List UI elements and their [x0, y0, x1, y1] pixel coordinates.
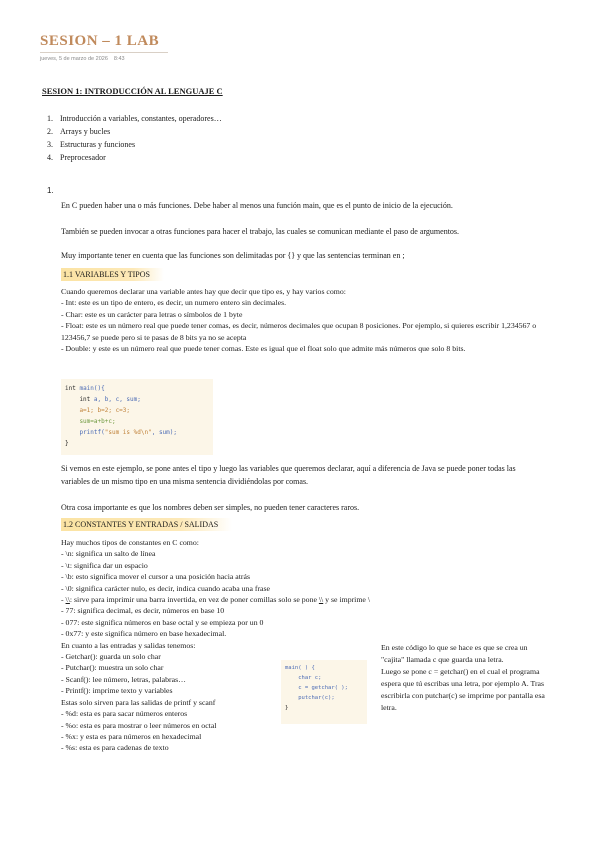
list-item: - \\: sirve para imprimir una barra invertida, en vez de poner comillas solo se pone \\ y se imprime \	[61, 595, 370, 605]
list-item: - Putchar(): muestra un solo char	[61, 663, 164, 673]
list-item: - 077: este significa números en base octal y se empieza por un 0	[61, 617, 264, 627]
date-text: jueves, 5 de marzo de 2026	[40, 56, 108, 62]
list-item: - %s: esta es para cadenas de texto	[61, 743, 169, 753]
section-heading: SESION 1: INTRODUCCIÓN AL LENGUAJE C	[42, 86, 223, 96]
list-item: - Float: este es un número real que puede tener comas, es decir, números decimales que ocupan 8 posiciones. Por ejemplo, si quieres escribir 1,234567 o 123456,7 se puede pero si te pasas de 8 bits ya no se acepta	[61, 321, 537, 342]
paragraph: En este código lo que se hace es que se crea un "cajita" llamada c que guarda una letra.	[381, 643, 528, 664]
page-title: SESION – 1 LAB	[40, 33, 160, 49]
paragraph: También se pueden invocar a otras funciones para hacer el trabajo, las cuales se comunican mediante el paso de argumentos.	[61, 227, 460, 236]
code-block: int main(){ int a, b, c, sum; a=1; b=2; c=3; sum=a+b+c; printf("sum is %d\n", sum); }	[61, 379, 213, 455]
highlighted-heading: 1.1 VARIABLES Y TIPOS	[61, 268, 164, 281]
paragraph: Otra cosa importante es que los nombres deben ser simples, no pueden tener caracteres raros.	[61, 503, 360, 512]
toc-item: 1. Introducción a variables, constantes, operadores…	[47, 114, 222, 123]
toc-item: 3. Estructuras y funciones	[47, 140, 136, 149]
list-item: - \b: esto significa mover el cursor a una posición hacia atrás	[61, 572, 251, 582]
toc-item: 2. Arrays y bucles	[47, 127, 111, 136]
list-item: - %d: esta es para sacar números enteros	[61, 709, 188, 719]
list-item: - Int: este es un tipo de entero, es decir, un numero entero sin decimales.	[61, 298, 287, 308]
list-item: - \t: significa dar un espacio	[61, 560, 148, 570]
toc-item: 4. Preprocesador	[47, 153, 106, 162]
paragraph: Muy importante tener en cuenta que las funciones son delimitadas por {} y que las sentencias terminan en ;	[61, 251, 405, 260]
list-item: - Printf(): imprime texto y variables	[61, 686, 173, 696]
list-item: - %x: y esta es para números en hexadecimal	[61, 731, 202, 741]
list-item: - Scanf(): lee número, letras, palabras…	[61, 674, 186, 684]
list-item: - Char: este es un carácter para letras o símbolos de 1 byte	[61, 309, 243, 319]
code-block: main( ) { char c; c = getchar( ); putchar(c); }	[281, 660, 367, 724]
time-text: 8:43	[113, 56, 125, 62]
page-date	[40, 56, 125, 62]
paragraph: Luego se pone c = getchar() en el cual el programa espera que tú escribas una letra, por ejemplo A. Tras escribirla con putchar(c) se imprime por pantalla esa letra.	[381, 667, 545, 712]
list-item: - 0x77: y este significa número en base hexadecimal.	[61, 629, 227, 639]
highlighted-heading: 1.2 CONSTANTES Y ENTRADAS / SALIDAS	[61, 518, 232, 531]
list-item: Estas solo sirven para las salidas de printf y scanf	[61, 697, 216, 707]
list-item: - Getchar(): guarda un solo char	[61, 652, 161, 662]
list-number: 1.	[47, 186, 54, 195]
list-item: - 77: significa decimal, es decir, números en base 10	[61, 606, 225, 616]
list-item: - \n: significa un salto de línea	[61, 549, 156, 559]
list-item: Hay muchos tipos de constantes en C como:	[61, 538, 199, 547]
list-item: Cuando queremos declarar una variable antes hay que decir que tipo es, y hay varios como:	[61, 287, 346, 296]
variables-list	[61, 286, 539, 354]
table-of-contents	[47, 112, 222, 164]
list-item: - \0: significa carácter nulo, es decir, indica cuando acaba una frase	[61, 583, 271, 593]
list-item: - %o: esta es para mostrar o leer números en octal	[61, 720, 217, 730]
list-item: - Double: y este es un número real que puede tener comas. Este es igual que el float solo que admite más números que solo 8 bits.	[61, 344, 466, 354]
paragraph: Si vemos en este ejemplo, se pone antes el tipo y luego las variables que queremos declarar, aquí a diferencia de Java se puede poner todas las variables de un mismo tipo en una misma sentencia dividiéndolas por comas.	[61, 464, 516, 486]
paragraph: En C pueden haber una o más funciones. Debe haber al menos una función main, que es el punto de inicio de la ejecución.	[61, 201, 453, 210]
title-divider	[40, 52, 168, 53]
list-item: En cuanto a las entradas y salidas tenemos:	[61, 640, 196, 650]
side-note	[381, 642, 551, 714]
